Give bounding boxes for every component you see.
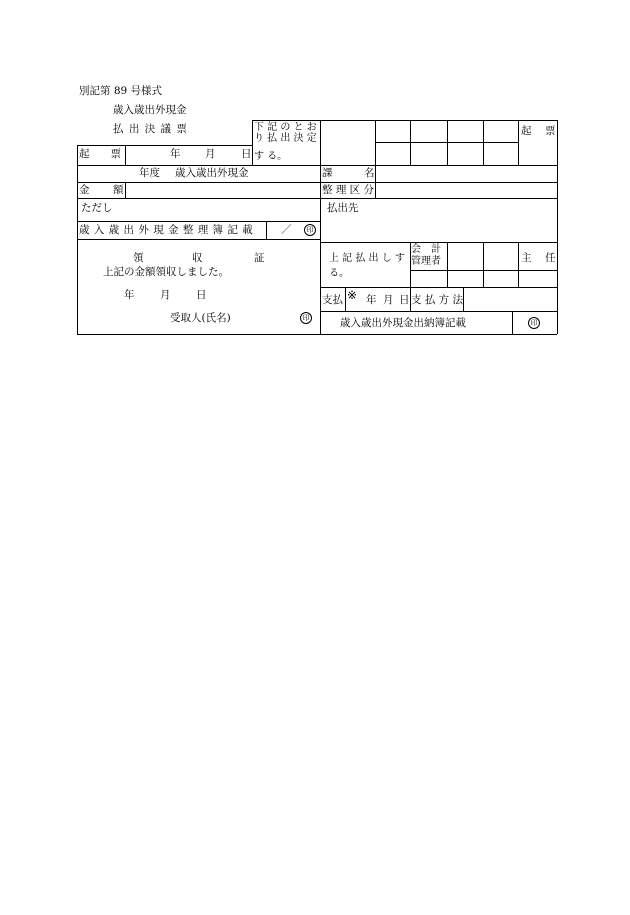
seal-icon: 印 (304, 224, 316, 236)
rule (375, 120, 376, 198)
recipient-label: 受取人(氏名) (170, 312, 231, 324)
receipt-title-3: 証 (254, 252, 265, 264)
rule (410, 120, 411, 165)
shiharai-year: 年 (366, 294, 377, 306)
pay-note-1: 上 記 払 出 し す (329, 253, 405, 264)
shunin-label-1: 主 (521, 252, 532, 264)
rule (483, 120, 484, 165)
seal-icon: 印 (528, 317, 540, 329)
decision-note-2: り 払 出 決 定 (254, 133, 317, 144)
ledger-slash: ／ (281, 224, 292, 236)
rule (447, 120, 448, 165)
rule (252, 120, 557, 121)
rule (557, 120, 558, 334)
kaikei-label-2: 管理者 (411, 256, 441, 267)
rule (77, 198, 557, 199)
receipt-text: 上記の金額領収しました。 (103, 266, 229, 278)
receipt-year: 年 (124, 289, 135, 301)
kihyo-day: 日 (241, 148, 252, 160)
decision-note-3: す る。 (254, 151, 288, 162)
rule (77, 145, 78, 334)
year-label: 年度 (139, 167, 160, 179)
rule (320, 311, 557, 312)
form-number: 別記第 89 号様式 (79, 85, 163, 97)
shunin-label-2: 任 (545, 252, 556, 264)
rule (483, 242, 484, 287)
tadashi-label: ただし (81, 202, 113, 214)
pay-method-label: 支 払 方 法 (411, 294, 464, 306)
rule (518, 120, 519, 165)
seiri-label: 整 理 区 分 (322, 184, 375, 196)
amount-label-1: 金 (79, 184, 90, 196)
shiharai-label: 支払 (322, 294, 343, 306)
seal-icon: 印 (300, 312, 312, 324)
year-text: 歳入歳出外現金 (175, 167, 249, 179)
rule (320, 242, 557, 243)
rule (77, 182, 557, 183)
payee-label: 払出先 (327, 202, 359, 214)
receipt-month: 月 (160, 289, 171, 301)
rule (512, 311, 513, 334)
receipt-day: 日 (196, 289, 207, 301)
rule (320, 120, 321, 334)
rule (125, 182, 126, 198)
ka-label-1: 課 (322, 167, 333, 179)
decision-note-1: 下 記 の と お (254, 122, 317, 133)
shiharai-month: 月 (383, 294, 394, 306)
outgo-ledger-label: 歳入歳出外現金出納簿記載 (340, 317, 466, 329)
kihyo-right-1: 起 (521, 125, 532, 137)
kihyo-month: 月 (205, 148, 216, 160)
rule (125, 145, 126, 165)
rule (447, 242, 448, 287)
kihyo-right-2: 票 (545, 125, 556, 137)
ledger-label: 歳 入 歳 出 外 現 金 整 理 簿 記 載 (79, 224, 254, 236)
rule (77, 145, 253, 146)
kaikei-label-1: 会 計 (411, 244, 441, 255)
rule (77, 221, 320, 222)
pay-note-2: る。 (329, 268, 349, 279)
kome-mark: ※ (347, 288, 358, 302)
rule (77, 334, 557, 335)
amount-label-2: 額 (113, 184, 124, 196)
kihyo-label: 起 票 (79, 148, 121, 160)
rule (266, 221, 267, 239)
shiharai-day: 日 (399, 294, 410, 306)
rule (463, 287, 464, 311)
receipt-title-1: 領 (133, 252, 144, 264)
rule (77, 239, 320, 240)
rule (77, 165, 557, 166)
form-title-line2: 払 出 決 議 票 (113, 123, 188, 135)
form-title-line1: 歳入歳出外現金 (113, 104, 187, 116)
receipt-title-2: 収 (192, 252, 203, 264)
ka-label-2: 名 (364, 167, 375, 179)
rule (518, 242, 519, 287)
rule (252, 120, 253, 165)
rule (345, 287, 346, 311)
kihyo-year: 年 (170, 148, 181, 160)
